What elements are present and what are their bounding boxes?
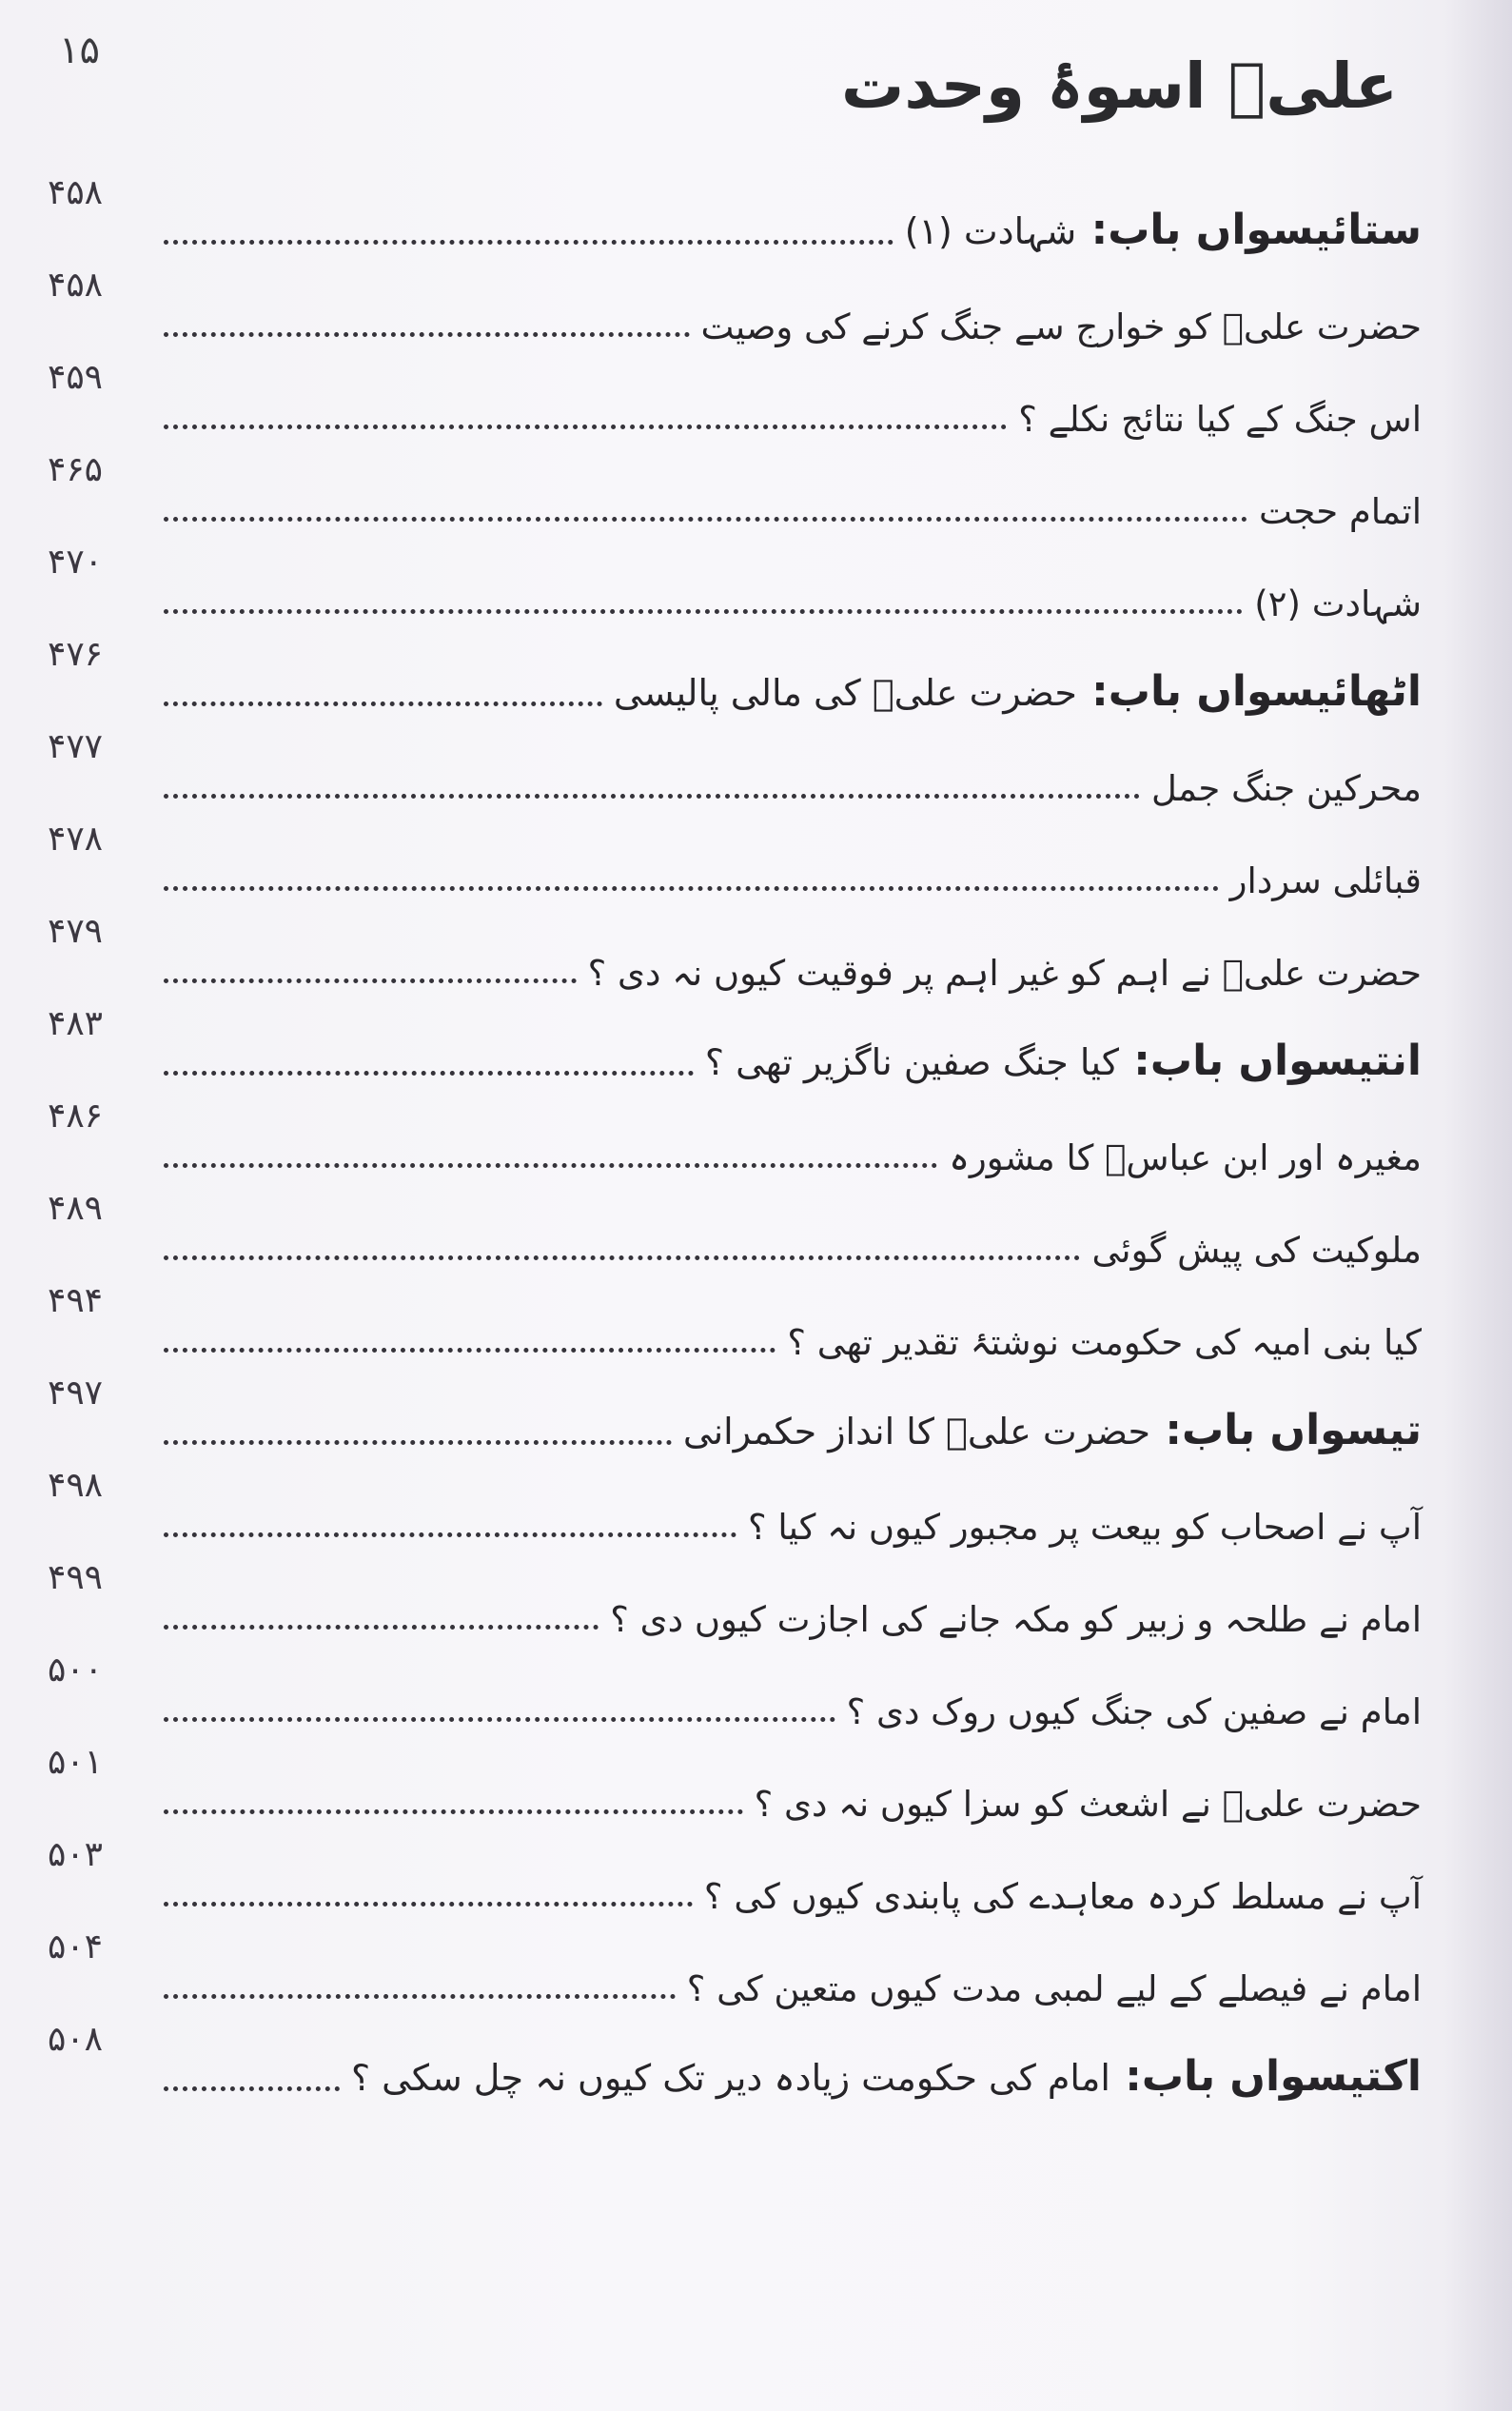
dot-leader [164,517,1247,522]
chapter-title: حضرت علیؑ کی مالی پالیسی [613,672,1077,715]
page-reference: ۴۹۹ [48,1558,104,1597]
page-number: ۱۵ [59,29,100,72]
entry-title: حضرت علیؑ کو خوارج سے جنگ کرنے کی وصیت [700,306,1422,347]
entry-title: کیا بنی امیہ کی حکومت نوشتۂ تقدیر تھی ؟ [787,1321,1422,1363]
dot-leader [164,1532,736,1537]
toc-entry-row [48,541,1422,633]
entry-title: حضرت علیؑ نے اشعث کو سزا کیوں نہ دی ؟ [754,1783,1422,1825]
chapter-label: تیسواں باب: [1165,1406,1422,1455]
page-reference: ۵۰۱ [48,1743,104,1782]
entry-title: آپ نے اصحاب کو بیعت پر مجبور کیوں نہ کیا ؟ [747,1506,1422,1548]
toc-entry-row [48,818,1422,910]
page-reference: ۴۶۵ [48,450,104,489]
dot-leader [164,1994,676,1999]
entry-title: محرکین جنگ جمل [1150,767,1422,809]
running-head: علیؑ اسوۂ وحدت [841,49,1398,123]
toc-entry-row [48,1833,1422,1926]
dot-leader [164,609,1243,614]
toc-chapter-row [48,633,1422,725]
dot-leader [164,332,690,337]
chapter-heading [683,1406,1422,1464]
chapter-heading [614,667,1422,725]
chapter-title: حضرت علیؑ کا انداز حکمرانی [682,1411,1151,1453]
page-reference: ۵۰۸ [48,2020,104,2059]
chapter-title: شہادت (۱) [904,210,1077,253]
page-reference: ۴۹۸ [48,1466,104,1505]
entry-title: مغیرہ اور ابن عباسؓ کا مشورہ [949,1136,1422,1178]
dot-leader [164,794,1140,799]
page-reference: ۵۰۰ [48,1650,104,1690]
dot-leader [164,978,577,983]
chapter-heading [705,1037,1422,1095]
dot-leader [164,886,1219,891]
toc-chapter-row [48,2018,1422,2110]
toc-entry-row [48,356,1422,448]
toc-entry-row [48,1464,1422,1556]
page-reference: ۴۸۹ [48,1189,104,1228]
table-of-contents [48,171,1422,2110]
toc-chapter-row [48,171,1422,264]
toc-chapter-row [48,1002,1422,1095]
toc-entry-row [48,448,1422,541]
page-reference: ۴۷۹ [48,912,104,951]
entry-title: آپ نے مسلط کردہ معاہدے کی پابندی کیوں کی ؟ [703,1875,1422,1917]
dot-leader [164,1902,693,1907]
page-reference: ۵۰۳ [48,1835,104,1874]
entry-title: قبائلی سردار [1229,860,1422,901]
dot-leader [164,1255,1080,1260]
entry-title: شہادت (۲) [1254,583,1422,624]
toc-entry-row [48,1649,1422,1741]
toc-entry-row [48,1095,1422,1187]
page-reference: ۴۵۸ [48,173,104,212]
chapter-title: امام کی حکومت زیادہ دیر تک کیوں نہ چل سکی ؟ [350,2057,1110,2100]
page-reference: ۴۹۷ [48,1373,104,1413]
dot-leader [164,1348,776,1353]
page-reference: ۵۰۴ [48,1927,104,1966]
toc-entry-row [48,1187,1422,1279]
toc-entry-row [48,725,1422,818]
toc-entry-row [48,264,1422,356]
toc-entry-row [48,1556,1422,1649]
entry-title: اس جنگ کے کیا نتائج نکلے ؟ [1018,398,1422,440]
chapter-heading [905,206,1422,264]
page-reference: ۴۷۶ [48,635,104,674]
dot-leader [164,240,893,245]
entry-title: اتمام حجت [1259,490,1422,532]
dot-leader [164,1717,835,1722]
page-reference: ۴۷۸ [48,820,104,859]
toc-entry-row [48,1926,1422,2018]
chapter-heading [351,2052,1422,2110]
page-reference: ۴۵۹ [48,358,104,397]
dot-leader [164,2086,340,2091]
entry-title: حضرت علیؑ نے اہم کو غیر اہم پر فوقیت کیوں نہ دی ؟ [587,952,1422,994]
toc-entry-row [48,1741,1422,1833]
page-reference: ۴۹۴ [48,1281,104,1320]
page-reference: ۴۷۰ [48,543,104,582]
entry-title: امام نے صفین کی جنگ کیوں روک دی ؟ [846,1690,1422,1732]
entry-title: امام نے فیصلے کے لیے لمبی مدت کیوں متعین کی ؟ [686,1967,1422,2009]
page-reference: ۴۵۸ [48,266,104,305]
page-gutter-shadow [1445,0,1512,2411]
toc-entry-row [48,910,1422,1002]
chapter-label: ستائیسواں باب: [1090,206,1422,255]
dot-leader [164,1163,937,1168]
page-reference: ۴۷۷ [48,727,104,766]
chapter-label: اٹھائیسواں باب: [1091,667,1422,717]
chapter-title: کیا جنگ صفین ناگزیر تھی ؟ [704,1041,1119,1084]
entry-title: ملوکیت کی پیش گوئی [1091,1229,1422,1271]
dot-leader [164,1440,672,1445]
toc-chapter-row [48,1372,1422,1464]
dot-leader [164,1625,599,1630]
dot-leader [164,702,602,706]
chapter-label: انتیسواں باب: [1133,1037,1422,1086]
page-reference: ۴۸۶ [48,1097,104,1136]
toc-entry-row [48,1279,1422,1372]
dot-leader [164,1071,694,1076]
page-reference: ۴۸۳ [48,1004,104,1043]
chapter-label: اکتیسواں باب: [1125,2052,1422,2102]
entry-title: امام نے طلحہ و زبیر کو مکہ جانے کی اجازت کیوں دی ؟ [610,1598,1422,1640]
dot-leader [164,425,1007,429]
dot-leader [164,1809,743,1814]
